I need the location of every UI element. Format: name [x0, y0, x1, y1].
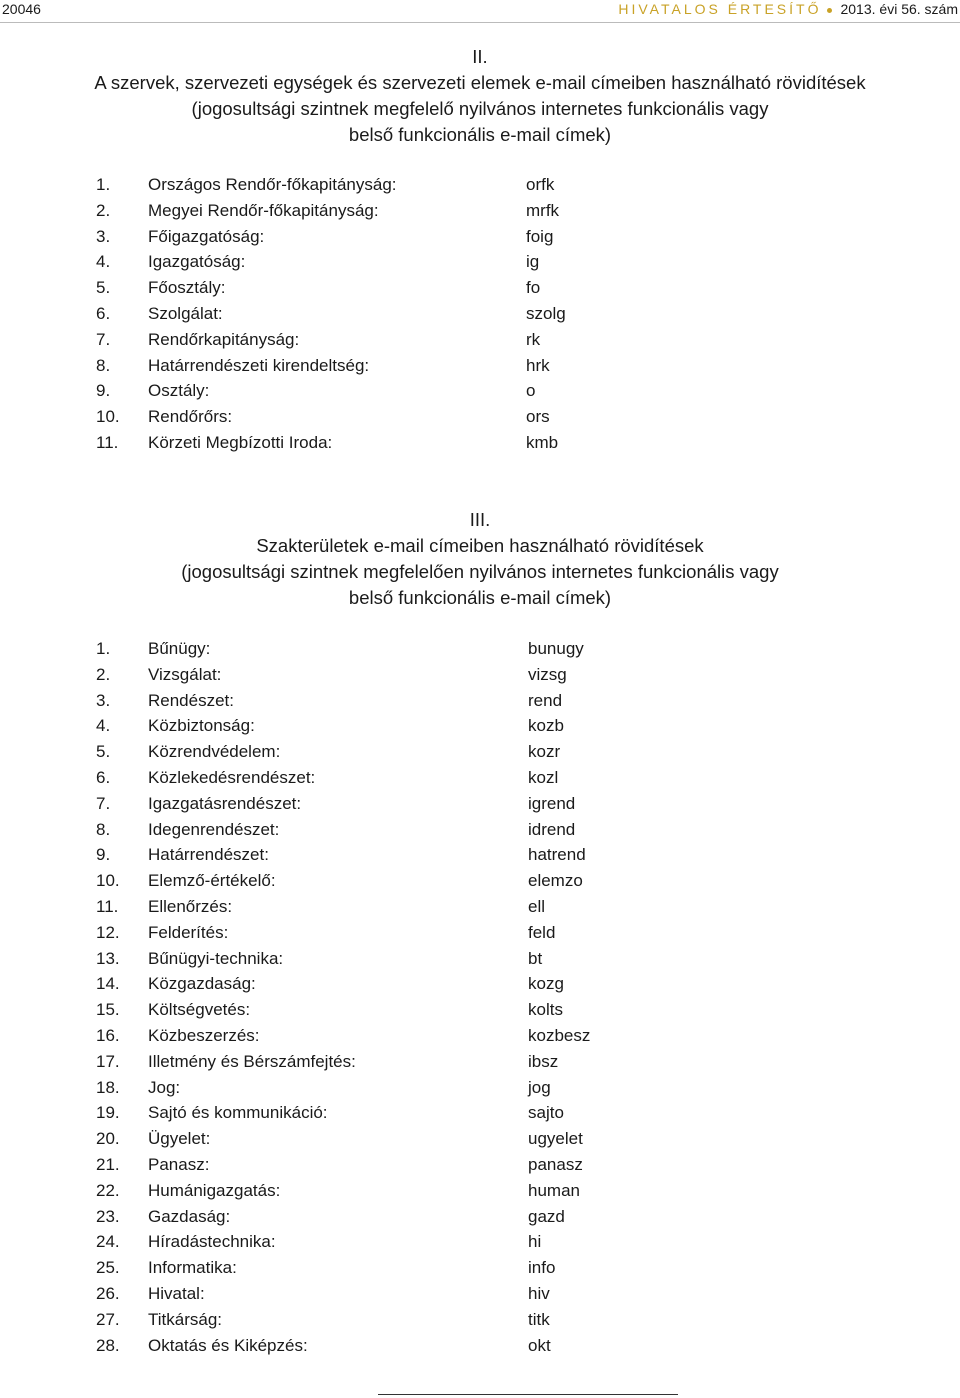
item-abbreviation: hiv [528, 1283, 550, 1303]
section2-roman: II. [472, 46, 488, 67]
item-label: Megyei Rendőr-főkapitányság: [148, 200, 379, 220]
item-label: Közlekedésrendészet: [148, 767, 316, 787]
item-abbreviation: orfk [526, 175, 555, 194]
item-label: Ellenőrzés: [148, 896, 233, 916]
item-label: Főosztály: [148, 278, 226, 298]
item-number: 6. [96, 767, 111, 787]
item-abbreviation: kozr [528, 742, 561, 762]
list-item [0, 1152, 960, 1178]
item-number: 9. [96, 845, 111, 865]
item-abbreviation: ors [526, 407, 550, 427]
list-item [0, 1100, 960, 1126]
list-item [0, 224, 960, 250]
list-item [0, 275, 960, 301]
item-number: 9. [96, 381, 111, 401]
item-number: 10. [96, 407, 120, 427]
item-number: 3. [96, 226, 111, 246]
item-abbreviation: igrend [528, 793, 576, 813]
item-number: 2. [96, 664, 111, 684]
item-label: Gazdaság: [148, 1206, 231, 1226]
item-number: 2. [96, 200, 111, 220]
list-item [0, 920, 960, 946]
list-item [0, 1075, 960, 1101]
item-number: 8. [96, 355, 111, 375]
item-number: 10. [96, 871, 120, 891]
section2-list [0, 172, 960, 456]
list-item [0, 1281, 960, 1307]
journal-info [618, 1, 958, 17]
item-abbreviation: kozbesz [528, 1025, 591, 1045]
section2-title-line-1: A szervek, szervezeti egységek és szervezeti elemek e-mail címeiben használható rövidítések [94, 72, 866, 93]
footer-rule [378, 1394, 678, 1395]
item-label: Rendőrkapitányság: [148, 329, 300, 349]
list-item [0, 1204, 960, 1230]
item-label: Elemző-értékelő: [148, 871, 276, 891]
item-number: 11. [96, 896, 119, 916]
item-abbreviation: bt [528, 948, 543, 968]
item-number: 24. [96, 1232, 120, 1252]
list-item [0, 1229, 960, 1255]
item-abbreviation: hrk [526, 355, 550, 375]
item-number: 23. [96, 1206, 120, 1226]
list-item [0, 378, 960, 404]
item-label: Rendőrőrs: [148, 407, 233, 427]
item-abbreviation: jog [528, 1077, 551, 1097]
item-number: 20. [96, 1129, 120, 1149]
item-abbreviation: ell [528, 896, 546, 916]
list-item [0, 301, 960, 327]
item-abbreviation: kolts [528, 1000, 563, 1020]
item-label: Idegenrendészet: [148, 819, 280, 839]
item-label: Panasz: [148, 1154, 210, 1174]
item-label: Híradástechnika: [148, 1232, 276, 1252]
item-number: 6. [96, 303, 111, 323]
section3-title-line-2: (jogosultsági szintnek megfelelően nyilvános internetes funkcionális vagy [181, 561, 779, 582]
section2-title-line-3: belső funkcionális e-mail címek) [348, 124, 612, 145]
list-item [0, 1178, 960, 1204]
list-item [0, 249, 960, 275]
list-item [0, 713, 960, 739]
list-item [0, 430, 960, 456]
item-label: Rendészet: [148, 690, 234, 710]
item-label: Humánigazgatás: [148, 1180, 281, 1200]
item-label: Közbeszerzés: [148, 1025, 260, 1045]
item-label: Ügyelet: [148, 1129, 211, 1149]
item-label: Igazgatóság: [148, 252, 246, 272]
list-item [0, 765, 960, 791]
list-item [0, 636, 960, 662]
list-item [0, 1126, 960, 1152]
page-number: 20046 [2, 1, 41, 17]
item-label: Főigazgatóság: [148, 226, 265, 246]
item-abbreviation: feld [528, 922, 556, 942]
section2-title-line-2: (jogosultsági szintnek megfelelő nyilvános internetes funkcionális vagy [191, 98, 769, 119]
item-abbreviation: kozb [528, 716, 564, 736]
item-number: 7. [96, 329, 111, 349]
item-abbreviation: gazd [528, 1206, 565, 1226]
item-number: 21. [96, 1154, 120, 1174]
section3-title-line-1: Szakterületek e-mail címeiben használható rövidítések [256, 535, 704, 556]
list-item [0, 1023, 960, 1049]
item-number: 14. [96, 974, 120, 994]
item-label: Oktatás és Kiképzés: [148, 1335, 308, 1355]
item-number: 5. [96, 278, 111, 298]
list-item [0, 1049, 960, 1075]
list-item [0, 997, 960, 1023]
item-number: 18. [96, 1077, 120, 1097]
item-number: 12. [96, 922, 120, 942]
item-abbreviation: kozg [528, 974, 564, 994]
item-abbreviation: vizsg [528, 664, 567, 684]
item-number: 4. [96, 716, 111, 736]
item-number: 1. [96, 175, 111, 194]
list-item [0, 172, 960, 198]
item-abbreviation: ig [526, 252, 540, 272]
item-label: Körzeti Megbízotti Iroda: [148, 432, 333, 452]
item-label: Közbiztonság: [148, 716, 255, 736]
item-abbreviation: bunugy [528, 639, 584, 658]
item-abbreviation: idrend [528, 819, 576, 839]
item-number: 17. [96, 1051, 120, 1071]
item-abbreviation: ibsz [528, 1051, 559, 1071]
item-number: 5. [96, 742, 111, 762]
list-item [0, 946, 960, 972]
journal-name: HIVATALOS ÉRTESÍTŐ [618, 1, 822, 17]
section3-title-line-3: belső funkcionális e-mail címek) [348, 587, 612, 608]
list-item [0, 842, 960, 868]
item-label: Titkárság: [148, 1309, 223, 1329]
item-number: 8. [96, 819, 111, 839]
item-label: Határrendészet: [148, 845, 269, 865]
section3-heading [0, 507, 960, 611]
list-item [0, 791, 960, 817]
list-item [0, 198, 960, 224]
item-label: Közrendvédelem: [148, 742, 281, 762]
item-abbreviation: hatrend [528, 845, 586, 865]
item-label: Osztály: [148, 381, 210, 401]
item-label: Határrendészeti kirendeltség: [148, 355, 370, 375]
item-number: 28. [96, 1335, 120, 1355]
item-label: Bűnügy: [148, 639, 211, 658]
item-number: 15. [96, 1000, 120, 1020]
item-abbreviation: fo [526, 278, 541, 298]
page-header [0, 0, 960, 23]
item-abbreviation: panasz [528, 1154, 583, 1174]
item-abbreviation: foig [526, 226, 554, 246]
list-item [0, 971, 960, 997]
item-number: 11. [96, 432, 119, 452]
list-item [0, 1307, 960, 1333]
list-item [0, 739, 960, 765]
item-label: Országos Rendőr-főkapitányság: [148, 175, 397, 194]
item-number: 26. [96, 1283, 120, 1303]
section3-list [0, 636, 960, 1358]
item-number: 4. [96, 252, 111, 272]
item-number: 25. [96, 1258, 120, 1278]
item-number: 7. [96, 793, 111, 813]
list-item [0, 662, 960, 688]
item-label: Közgazdaság: [148, 974, 256, 994]
item-label: Felderítés: [148, 922, 229, 942]
section3-roman: III. [469, 509, 491, 530]
list-item [0, 894, 960, 920]
item-number: 27. [96, 1309, 120, 1329]
item-number: 13. [96, 948, 120, 968]
item-abbreviation: sajto [528, 1103, 564, 1123]
item-abbreviation: szolg [526, 303, 566, 323]
list-item [0, 868, 960, 894]
item-label: Vizsgálat: [148, 664, 222, 684]
item-number: 22. [96, 1180, 120, 1200]
item-abbreviation: hi [528, 1232, 542, 1252]
item-label: Bűnügyi-technika: [148, 948, 284, 968]
item-label: Igazgatásrendészet: [148, 793, 302, 813]
item-abbreviation: rk [526, 329, 541, 349]
list-item [0, 353, 960, 379]
item-label: Költségvetés: [148, 1000, 251, 1020]
item-abbreviation: info [528, 1258, 556, 1278]
list-item [0, 1255, 960, 1281]
item-number: 16. [96, 1025, 120, 1045]
item-abbreviation: o [526, 381, 536, 401]
list-item [0, 1333, 960, 1359]
bullet-icon [827, 8, 832, 13]
item-abbreviation: kozl [528, 767, 559, 787]
item-abbreviation: human [528, 1180, 580, 1200]
item-abbreviation: mrfk [526, 200, 560, 220]
item-abbreviation: rend [528, 690, 563, 710]
item-label: Szolgálat: [148, 303, 223, 323]
item-label: Jog: [148, 1077, 181, 1097]
item-label: Illetmény és Bérszámfejtés: [148, 1051, 356, 1071]
section2-heading [0, 44, 960, 148]
issue-label: 2013. évi 56. szám [840, 1, 958, 17]
item-number: 3. [96, 690, 111, 710]
item-abbreviation: ugyelet [528, 1129, 583, 1149]
list-item [0, 817, 960, 843]
item-abbreviation: kmb [526, 432, 559, 452]
item-label: Sajtó és kommunikáció: [148, 1103, 328, 1123]
item-label: Informatika: [148, 1258, 237, 1278]
list-item [0, 404, 960, 430]
item-abbreviation: elemzo [528, 871, 583, 891]
item-label: Hivatal: [148, 1283, 205, 1303]
item-abbreviation: okt [528, 1335, 551, 1355]
item-number: 19. [96, 1103, 120, 1123]
list-item [0, 688, 960, 714]
item-abbreviation: titk [528, 1309, 550, 1329]
item-number: 1. [96, 639, 111, 658]
list-item [0, 327, 960, 353]
